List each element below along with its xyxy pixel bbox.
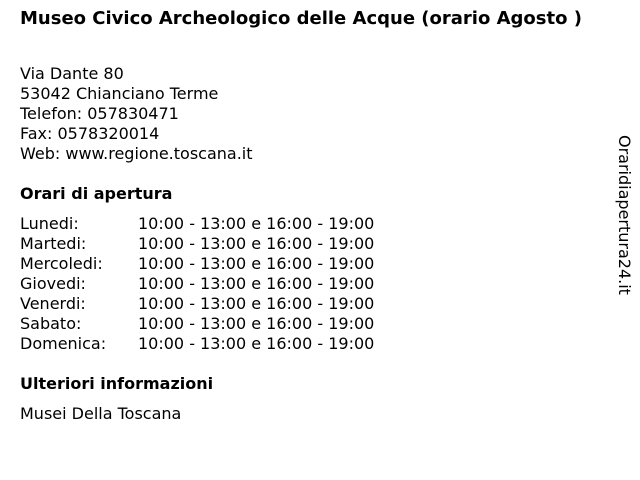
hours-day: Giovedi: xyxy=(20,274,86,293)
hours-time: 10:00 - 13:00 e 16:00 - 19:00 xyxy=(138,214,375,233)
hours-row-sunday xyxy=(20,334,374,354)
opening-hours-table xyxy=(20,214,374,354)
hours-day: Sabato: xyxy=(20,314,82,333)
hours-time: 10:00 - 13:00 e 16:00 - 19:00 xyxy=(138,234,375,253)
more-info-text: Musei Della Toscana xyxy=(20,404,182,423)
opening-hours-heading: Orari di apertura xyxy=(20,184,173,203)
hours-row-saturday xyxy=(20,314,374,334)
hours-row-thursday xyxy=(20,274,374,294)
hours-time: 10:00 - 13:00 e 16:00 - 19:00 xyxy=(138,294,375,313)
address-web: Web: www.regione.toscana.it xyxy=(20,144,253,163)
page-title: Museo Civico Archeologico delle Acque (orario Agosto ) xyxy=(20,8,582,29)
hours-day: Mercoledi: xyxy=(20,254,103,273)
hours-time: 10:00 - 13:00 e 16:00 - 19:00 xyxy=(138,334,375,353)
hours-day: Venerdi: xyxy=(20,294,86,313)
address-fax: Fax: 0578320014 xyxy=(20,124,160,143)
hours-day: Domenica: xyxy=(20,334,107,353)
hours-time: 10:00 - 13:00 e 16:00 - 19:00 xyxy=(138,254,375,273)
hours-row-wednesday xyxy=(20,254,374,274)
site-watermark: Oraridiapertura24.it xyxy=(615,135,634,295)
hours-row-monday xyxy=(20,214,374,234)
hours-time: 10:00 - 13:00 e 16:00 - 19:00 xyxy=(138,274,375,293)
hours-row-tuesday xyxy=(20,234,374,254)
hours-row-friday xyxy=(20,294,374,314)
hours-day: Martedi: xyxy=(20,234,87,253)
address-block xyxy=(20,64,253,164)
address-phone: Telefon: 057830471 xyxy=(20,104,179,123)
address-street: Via Dante 80 xyxy=(20,64,124,83)
more-info-heading: Ulteriori informazioni xyxy=(20,374,214,393)
hours-day: Lunedi: xyxy=(20,214,79,233)
hours-time: 10:00 - 13:00 e 16:00 - 19:00 xyxy=(138,314,375,333)
address-city: 53042 Chianciano Terme xyxy=(20,84,219,103)
